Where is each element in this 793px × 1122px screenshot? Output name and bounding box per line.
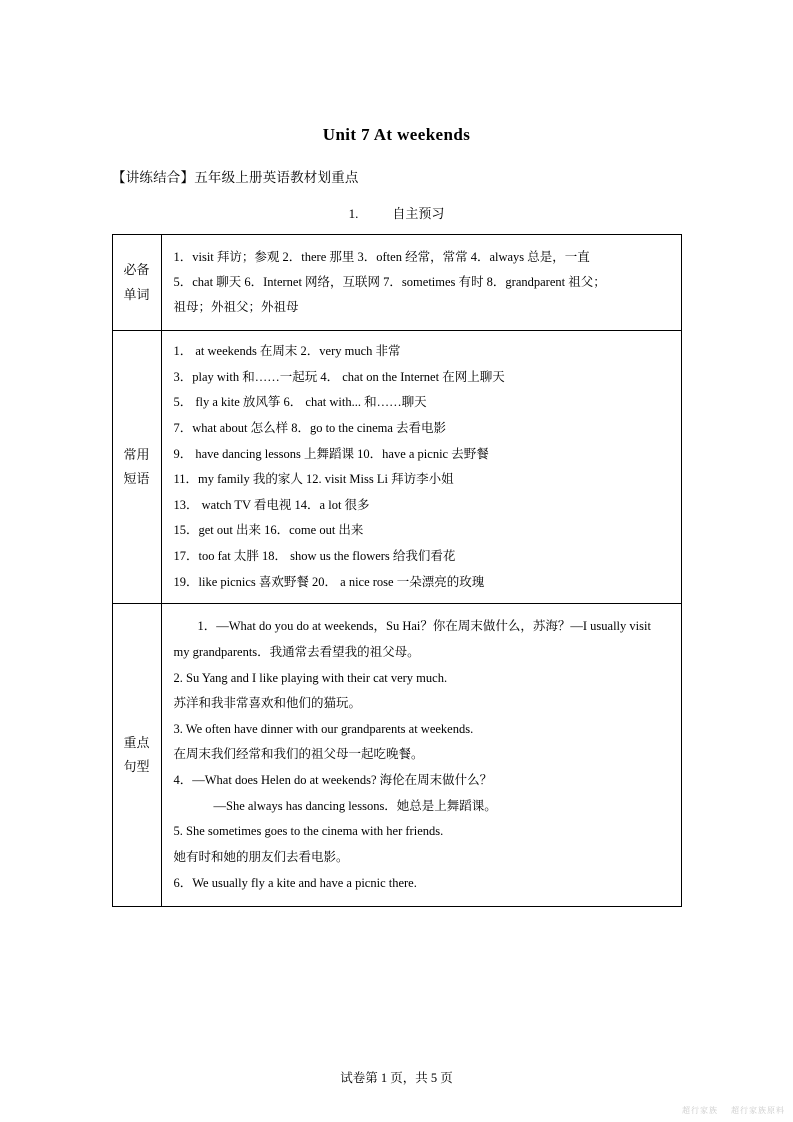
watermark [672,1105,785,1116]
page-footer: 试卷第 1 页，共 5 页 [340,1071,453,1085]
row-label-phrases [112,331,161,604]
content-line: 19．like picnics 喜欢野餐 20． a nice rose 一朵漂亮的玫瑰 [173,574,485,589]
content-line: 6．We usually fly a kite and have a picnic there. [173,875,417,890]
content-line: 13． watch TV 看电视 14．a lot 很多 [173,497,370,512]
content-line: 3. We often have dinner with our grandparents at weekends. [173,721,474,736]
content-line: 2. Su Yang and I like playing with their cat very much. [173,670,448,685]
watermark-text: 超行家族原料 [731,1106,785,1115]
content-table [112,234,682,907]
content-line: 3．play with 和……一起玩 4． chat on the Internet 在网上聊天 [173,369,505,384]
content-line: 祖母；外祖父；外祖母 [173,300,299,314]
document-subtitle: 【讲练结合】五年级上册英语教材划重点 [112,170,359,185]
content-line: 1．visit 拜访；参观 2．there 那里 3．often 经常，常常 4．always 总是，一直 [173,250,590,264]
content-line: 在周末我们经常和我们的祖父母一起吃晚餐。 [173,747,424,762]
row-label-line: 必备 [123,262,150,278]
content-line: 5. She sometimes goes to the cinema with her friends. [173,824,444,839]
watermark-text: 超行家族 [682,1106,718,1115]
table-row [112,331,681,604]
content-line: 11．my family 我的家人 12. visit Miss Li 拜访李小姐 [173,472,454,487]
content-line: 9． have dancing lessons 上舞蹈课 10．have a picnic 去野餐 [173,446,489,461]
section-label: 自主预习 [392,206,445,221]
row-label-line: 短语 [123,471,150,487]
content-line: 4．—What does Helen do at weekends? 海伦在周末做什么？ [173,773,493,787]
content-line: —She always has dancing lessons．她总是上舞蹈课。 [213,798,497,813]
row-label-line: 重点 [123,735,150,751]
table-row [112,235,681,331]
content-line: 7．what about 怎么样 8．go to the cinema 去看电影 [173,420,447,435]
content-line: 15．get out 出来 16．come out 出来 [173,523,364,538]
table-row [112,604,681,907]
content-line: 17．too fat 太胖 18． show us the flowers 给我们看花 [173,549,456,563]
row-content-words [161,235,681,331]
content-line: 1． at weekends 在周末 2．very much 非常 [173,344,401,358]
content-line: 1．—What do you do at weekends，Su Hai？你在周末做什么，苏海？—I usually visit my grandparents．我通常去看望我的祖父母。 [173,619,651,659]
content-line: 苏洋和我非常喜欢和他们的猫玩。 [173,696,362,711]
page-title: Unit 7 At weekends [322,125,471,144]
content-line: 5． fly a kite 放风筝 6． chat with... 和……聊天 [173,395,427,410]
row-label-line: 常用 [123,447,150,463]
content-line: 她有时和她的朋友们去看电影。 [173,849,349,864]
section-number: 1. [348,206,359,221]
row-content-sentences [161,604,681,907]
row-label-line: 句型 [123,759,150,775]
row-content-phrases [161,331,681,604]
content-line: 5．chat 聊天 6．Internet 网络，互联网 7．sometimes 有时 8．grandparent 祖父； [173,275,606,289]
row-label-words [112,235,161,331]
row-label-sentences [112,604,161,907]
section-heading [0,186,793,222]
row-label-line: 单词 [123,286,150,302]
